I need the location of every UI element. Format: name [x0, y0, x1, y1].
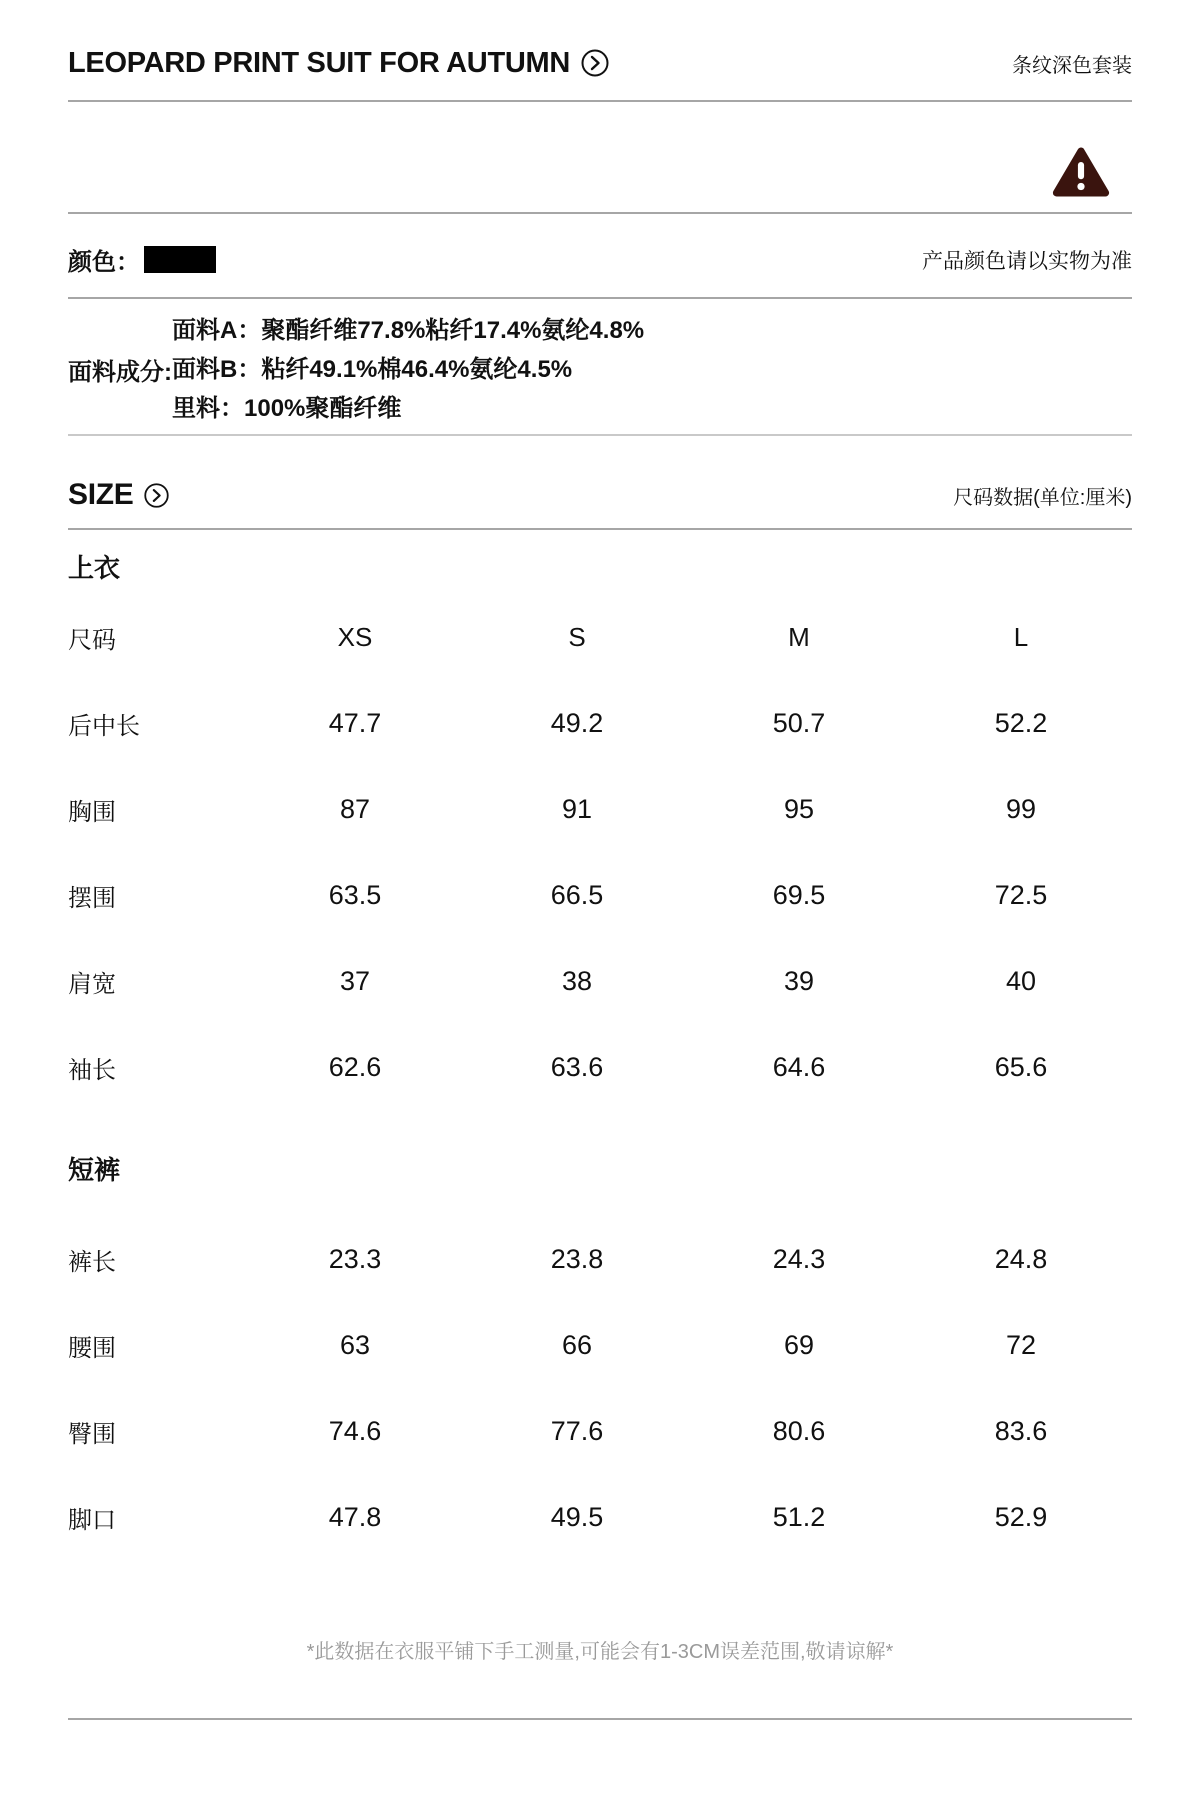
size-value-cell: 63 — [339, 1329, 371, 1360]
size-value-cell: 69 — [783, 1329, 815, 1360]
table-row — [68, 938, 1132, 1024]
product-name-cn: 条纹深色套装 — [1012, 54, 1132, 77]
size-value-cell: 99 — [1005, 793, 1037, 824]
warning-triangle-icon — [1052, 146, 1110, 198]
row-label: 胸围 — [68, 798, 116, 826]
color-disclaimer: 产品颜色请以实物为准 — [922, 249, 1132, 273]
table-row — [68, 1216, 1132, 1302]
size-title: SIZE — [68, 478, 134, 511]
fabric-label: 面料成分: — [68, 359, 172, 386]
chevron-right-circle-icon[interactable] — [143, 482, 170, 509]
size-value-cell: 24.3 — [772, 1243, 826, 1274]
size-value-cell: 23.3 — [328, 1243, 382, 1274]
exclamation-bar — [1078, 162, 1084, 179]
section-title-shorts: 短裤 — [68, 1155, 121, 1185]
color-label-group — [68, 242, 216, 277]
color-label: 颜色： — [68, 249, 140, 276]
page-title: LEOPARD PRINT SUIT FOR AUTUMN — [68, 47, 571, 79]
fabric-line-a: 面料A：聚酯纤维77.8%粘纤17.4%氨纶4.8% — [172, 317, 645, 344]
column-header: XS — [337, 621, 373, 652]
table-row — [68, 766, 1132, 852]
section-title-top: 上衣 — [68, 553, 121, 583]
fabric-line-b: 面料B：粘纤49.1%棉46.4%氨纶4.5% — [172, 356, 573, 383]
size-value-cell: 47.7 — [328, 707, 382, 738]
size-table-shorts — [68, 1216, 1132, 1560]
size-value-cell: 24.8 — [994, 1243, 1048, 1274]
header — [68, 0, 1132, 80]
row-label: 后中长 — [68, 712, 140, 740]
size-value-cell: 95 — [783, 793, 815, 824]
table-row — [68, 852, 1132, 938]
size-value-cell: 87 — [339, 793, 371, 824]
exclamation-dot — [1077, 183, 1084, 190]
size-value-cell: 40 — [1005, 965, 1037, 996]
page-title-group — [68, 46, 610, 80]
fabric-line-lining: 里料：100%聚酯纤维 — [172, 395, 402, 422]
fabric-lines — [172, 311, 644, 428]
size-value-cell: 83.6 — [994, 1415, 1048, 1446]
row-label: 臀围 — [68, 1420, 116, 1448]
table-row — [68, 1388, 1132, 1474]
table-row — [68, 1474, 1132, 1560]
size-value-cell: 49.5 — [550, 1501, 604, 1532]
size-value-cell: 39 — [783, 965, 815, 996]
size-value-cell: 63.6 — [550, 1051, 604, 1082]
size-unit-note: 尺码数据(单位:厘米) — [953, 486, 1132, 509]
fabric-composition — [68, 299, 1132, 434]
row-label: 腰围 — [68, 1334, 116, 1362]
size-section-header — [68, 436, 1132, 528]
size-value-cell: 72 — [1005, 1329, 1037, 1360]
size-value-cell: 49.2 — [550, 707, 604, 738]
row-label: 裤长 — [68, 1248, 116, 1276]
size-value-cell: 63.5 — [328, 879, 382, 910]
size-value-cell: 51.2 — [772, 1501, 826, 1532]
row-label: 脚口 — [68, 1506, 116, 1534]
size-title-group — [68, 478, 170, 512]
size-value-cell: 66.5 — [550, 879, 604, 910]
size-value-cell: 52.9 — [994, 1501, 1048, 1532]
row-label: 尺码 — [68, 626, 116, 654]
table-row — [68, 680, 1132, 766]
color-row — [68, 214, 1132, 297]
size-value-cell: 37 — [339, 965, 371, 996]
column-header: S — [568, 621, 586, 652]
table-row — [68, 1024, 1132, 1110]
size-value-cell: 47.8 — [328, 1501, 382, 1532]
size-value-cell: 38 — [561, 965, 593, 996]
chevron-right-circle-icon[interactable] — [580, 48, 610, 78]
size-value-cell: 62.6 — [328, 1051, 382, 1082]
size-value-cell: 23.8 — [550, 1243, 604, 1274]
size-value-cell: 77.6 — [550, 1415, 604, 1446]
size-table-top — [68, 594, 1132, 1110]
divider — [68, 1718, 1132, 1720]
size-value-cell: 65.6 — [994, 1051, 1048, 1082]
size-value-cell: 69.5 — [772, 879, 826, 910]
size-value-cell: 80.6 — [772, 1415, 826, 1446]
table-row — [68, 1302, 1132, 1388]
measurement-disclaimer: *此数据在衣服平铺下手工测量,可能会有1-3CM误差范围,敬请谅解* — [306, 1641, 894, 1663]
size-value-cell: 50.7 — [772, 707, 826, 738]
color-swatch — [144, 246, 216, 273]
warning-row — [68, 102, 1132, 212]
size-value-cell: 52.2 — [994, 707, 1048, 738]
size-value-cell: 74.6 — [328, 1415, 382, 1446]
row-label: 袖长 — [68, 1056, 116, 1084]
column-header: M — [788, 621, 810, 652]
column-header: L — [1013, 621, 1029, 652]
table-header-row — [68, 594, 1132, 680]
size-value-cell: 64.6 — [772, 1051, 826, 1082]
size-value-cell: 66 — [561, 1329, 593, 1360]
size-value-cell: 91 — [561, 793, 593, 824]
row-label: 摆围 — [68, 884, 116, 912]
size-value-cell: 72.5 — [994, 879, 1048, 910]
row-label: 肩宽 — [68, 970, 116, 998]
